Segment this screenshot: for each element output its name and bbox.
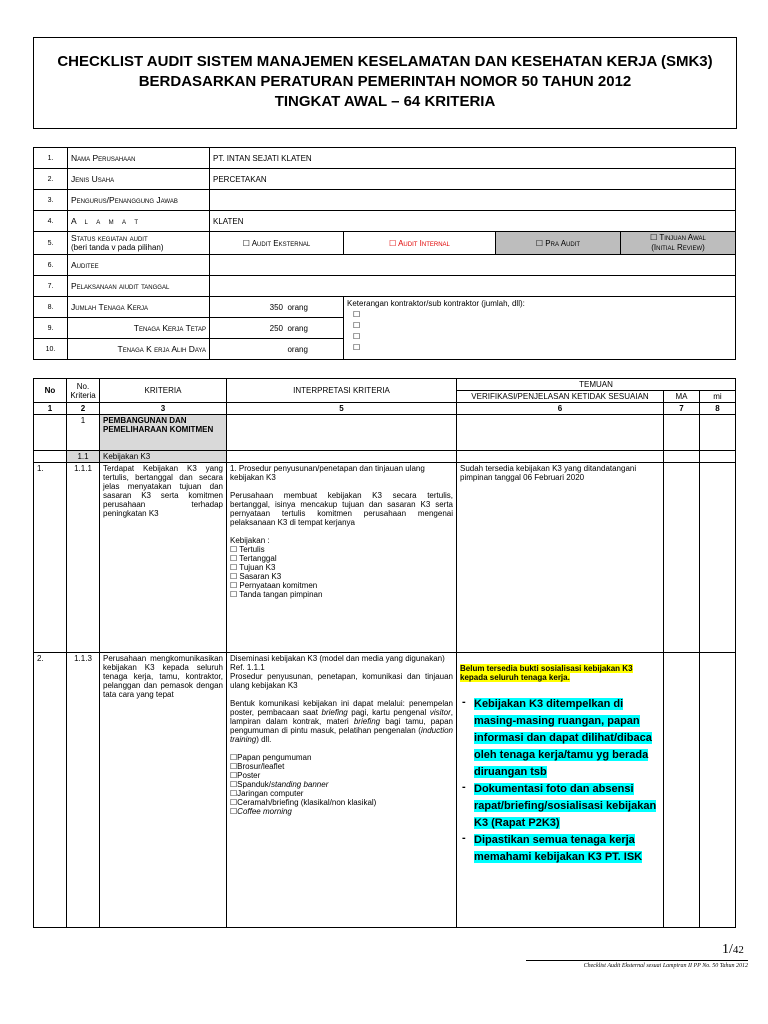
unit: orang <box>287 323 308 333</box>
header-row <box>34 379 736 391</box>
keterangan-kontraktor <box>344 297 736 360</box>
document-title-box <box>33 37 737 129</box>
info-row <box>34 148 736 169</box>
temuan-item-text: Kebijakan K3 ditempelkan di masing-masing ruangan, papan informasi dan dapat dilihat/dibaca oleh tenaga kerja/tamu yg berada diruangan tsb <box>474 698 652 778</box>
option-audit-internal[interactable]: ☐ Audit Internal <box>344 232 496 255</box>
media-label-italic: standing banner <box>270 780 329 789</box>
column-number: 2 <box>67 403 100 415</box>
title-line-3: TINGKAT AWAL – 64 KRITERIA <box>274 93 496 110</box>
kebijakan-item[interactable]: ☐ Pernyataan komitmen <box>230 581 318 590</box>
row-no: 2. <box>34 653 67 928</box>
row-number: 6. <box>34 255 68 276</box>
kriteria-number: 1.1.1 <box>67 463 100 653</box>
interpretasi-prosedur: Prosedur penyusunan, penetapan, komunikasi dan tinjauan ulang kebijakan K3 <box>230 672 453 690</box>
temuan-item-text: Dipastikan semua tenaga kerja memahami kebijakan K3 PT. ISK <box>474 834 643 863</box>
value-tenaga-alih-daya <box>210 339 344 360</box>
column-number: 1 <box>34 403 67 415</box>
keterangan-checkbox[interactable]: ☐ <box>353 321 361 330</box>
interpretasi-diseminasi: Diseminasi kebijakan K3 (model dan media yang digunakan) <box>230 654 445 663</box>
kebijakan-label: Kebijakan : <box>230 536 270 545</box>
kriteria-text: Terdapat Kebijakan K3 yang tertulis, bertanggal dan secara jelas menyatakan tujuan dan sasaran K3 serta komitmen perusahaan terhadap peningkatan K3 <box>100 463 227 653</box>
subsection-row <box>34 451 736 463</box>
label-nama-perusahaan: Nama Perusahaan <box>68 148 210 169</box>
info-row <box>34 297 736 318</box>
temuan-item <box>460 832 660 866</box>
table-row <box>34 463 736 653</box>
media-label-italic: Coffee morning <box>237 807 292 816</box>
value-nama-perusahaan: PT. INTAN SEJATI KLATEN <box>210 148 736 169</box>
page-total: 42 <box>732 944 744 956</box>
checkbox-icon: ☐ <box>230 807 238 816</box>
keterangan-checkbox[interactable]: ☐ <box>353 310 361 319</box>
header-verifikasi: VERIFIKASI/PENJELASAN KETIDAK SESUAIAN <box>457 391 664 403</box>
temuan-highlight <box>460 664 660 682</box>
kebijakan-item[interactable]: ☐ Tertanggal <box>230 554 277 563</box>
temuan-item <box>460 781 660 832</box>
media-item[interactable] <box>230 780 453 789</box>
checkbox-icon: ☐ <box>230 789 238 798</box>
row-number: 8. <box>34 297 68 318</box>
keterangan-checkbox[interactable]: ☐ <box>353 332 361 341</box>
label-pengurus: Pengurus/Penanggung Jawab <box>68 190 210 211</box>
label-tenaga-kerja-tetap: Tenaga Kerja Tetap <box>68 318 210 339</box>
label-jenis-usaha: Jenis Usaha <box>68 169 210 190</box>
value-jumlah-tenaga-kerja <box>210 297 344 318</box>
header-no: No <box>34 379 67 403</box>
media-item[interactable] <box>230 753 453 762</box>
unit: orang <box>287 302 308 312</box>
row-number: 3. <box>34 190 68 211</box>
header-temuan: TEMUAN <box>457 379 736 391</box>
media-item[interactable] <box>230 798 453 807</box>
value-tenaga-kerja-tetap <box>210 318 344 339</box>
value-auditee <box>210 255 736 276</box>
column-number-row <box>34 403 736 415</box>
value-pengurus <box>210 190 736 211</box>
title-line-2: BERDASARKAN PERATURAN PEMERINTAH NOMOR 50 TAHUN 2012 <box>138 73 632 90</box>
label-alamat: A l a m a t <box>68 211 210 232</box>
text-part: pagi, kartu pengenal <box>347 708 430 717</box>
title-line-1: CHECKLIST AUDIT SISTEM MANAJEMEN KESELAMATAN DAN KESEHATAN KERJA (SMK3) <box>57 53 713 70</box>
interpretasi-bentuk-komunikasi <box>230 699 453 744</box>
criteria-table <box>33 378 736 928</box>
header-interpretasi: INTERPRETASI KRITERIA <box>227 379 457 403</box>
media-label: Poster <box>237 771 261 780</box>
media-item[interactable] <box>230 762 453 771</box>
column-number: 5 <box>227 403 457 415</box>
temuan-item-text: Dokumentasi foto dan absensi rapat/briefing/sosialisasi kebijakan K3 (Rapat P2K3) <box>474 783 657 829</box>
page-current: 1 <box>722 942 729 957</box>
count: 350 <box>269 302 283 312</box>
kebijakan-item[interactable]: ☐ Sasaran K3 <box>230 572 282 581</box>
text-part: Bentuk komunikasi kebijakan ini dapat melalui: penempelan poster, pembacaan saat <box>230 699 453 717</box>
option-tinjauan-line2: (Initial Review) <box>651 243 705 252</box>
media-label: Papan pengumuman <box>237 753 312 762</box>
column-number: 6 <box>457 403 664 415</box>
info-row <box>34 255 736 276</box>
interpretasi-title: 1. Prosedur penyusunan/penetapan dan tinjauan ulang kebijakan K3 <box>230 464 425 482</box>
kebijakan-item[interactable]: ☐ Tujuan K3 <box>230 563 276 572</box>
info-row <box>34 169 736 190</box>
text-part: bagi tamu, papan pengumuman di pintu masuk, pelatihan pengenalan ( <box>230 717 454 735</box>
section-title: PEMBANGUNAN DAN PEMELIHARAAN KOMITMEN <box>100 415 227 451</box>
header-no-kriteria: No. Kriteria <box>67 379 100 403</box>
label-jumlah-tenaga-kerja: Jumlah Tenaga Kerja <box>68 297 210 318</box>
kriteria-text: Perusahaan mengkomunikasikan kebijakan K3 kepada seluruh tenaga kerja, tamu, kontraktor, pelanggan dan pemasok dengan tata cara yang tepat <box>100 653 227 928</box>
value-alamat: KLATEN <box>210 211 736 232</box>
option-tinjauan-line1: ☐ Tinjuan Awal <box>650 233 706 242</box>
text-part: , lampiran dalam kontrak, materi <box>230 708 453 726</box>
kriteria-number: 1.1.3 <box>67 653 100 928</box>
label-auditee: Auditee <box>68 255 210 276</box>
kebijakan-item[interactable]: ☐ Tanda tangan pimpinan <box>230 590 323 599</box>
text-part: ) dll. <box>256 735 272 744</box>
row-number: 4. <box>34 211 68 232</box>
option-audit-eksternal[interactable]: ☐ Audit Eksternal <box>210 232 344 255</box>
header-ma: MA <box>664 391 700 403</box>
temuan-highlight-text: Belum tersedia bukti sosialisasi kebijakan K3 kepada seluruh tenaga kerja. <box>460 664 633 682</box>
media-label: Brosur/leaflet <box>237 762 285 771</box>
temuan-item <box>460 696 660 781</box>
text-italic: visitor <box>429 708 451 717</box>
kebijakan-item[interactable]: ☐ Tertulis <box>230 545 265 554</box>
row-number: 7. <box>34 276 68 297</box>
label-status-audit <box>68 232 210 255</box>
row-number: 9. <box>34 318 68 339</box>
section-row <box>34 415 736 451</box>
media-label: Spanduk/ <box>237 780 271 789</box>
temuan-text: Sudah tersedia kebijakan K3 yang ditandatangani pimpinan tanggal 06 Februari 2020 <box>457 463 664 653</box>
text-italic: briefing <box>353 717 381 726</box>
media-label: Ceramah/briefing (klasikal/non klasikal) <box>237 798 377 807</box>
value-jenis-usaha: PERCETAKAN <box>210 169 736 190</box>
text-italic: induction training <box>230 726 453 744</box>
keterangan-checkbox[interactable]: ☐ <box>353 343 361 352</box>
company-info-table <box>33 147 736 360</box>
column-number: 7 <box>664 403 700 415</box>
interpretasi-cell <box>227 653 457 928</box>
row-number: 5. <box>34 232 68 255</box>
subsection-title: Kebijakan K3 <box>100 451 227 463</box>
media-label: Jaringan computer <box>237 789 304 798</box>
label-tenaga-alih-daya: Tenaga K erja Alih Daya <box>68 339 210 360</box>
media-item[interactable] <box>230 789 453 798</box>
option-tinjauan-awal[interactable] <box>621 232 736 255</box>
page-footer: Checklist Audit Eksternal sesuai Lampiran II PP No. 50 Tahun 2012 <box>526 960 748 969</box>
temuan-cell <box>457 653 664 928</box>
value-pelaksanaan <box>210 276 736 297</box>
checkbox-icon: ☐ <box>230 762 238 771</box>
row-number: 1. <box>34 148 68 169</box>
label-status-line2: (beri tanda v pada pilihan) <box>71 243 164 252</box>
label-pelaksanaan: Pelaksanaan aiudit tanggal <box>68 276 210 297</box>
label-status-line1: Status kegiatan audit <box>71 233 148 243</box>
text-italic: briefing <box>321 708 348 717</box>
unit: orang <box>287 344 308 354</box>
table-row <box>34 653 736 928</box>
count: 250 <box>269 323 283 333</box>
interpretasi-ref: Ref. 1.1.1 <box>230 663 265 672</box>
info-row <box>34 190 736 211</box>
info-row-status <box>34 232 736 255</box>
header-mi: mi <box>700 391 736 403</box>
keterangan-label: Keterangan kontraktor/sub kontraktor (jumlah, dll): <box>347 299 525 308</box>
media-item[interactable] <box>230 771 453 780</box>
row-number: 2. <box>34 169 68 190</box>
page-number: 1/42 <box>722 942 744 957</box>
checkbox-icon: ☐ <box>230 771 238 780</box>
column-number: 3 <box>100 403 227 415</box>
checkbox-icon: ☐ <box>230 753 238 762</box>
media-item[interactable] <box>230 807 453 816</box>
row-number: 10. <box>34 339 68 360</box>
column-number: 8 <box>700 403 736 415</box>
interpretasi-desc: Perusahaan membuat kebijakan K3 secara tertulis, bertanggal, isinya mencakup tujuan dan sasaran K3 serta pernyataan tertulis komitmen perusahaan mengenai pelaksanaan K3 di tempat kerjanya <box>230 491 453 527</box>
interpretasi-cell <box>227 463 457 653</box>
checkbox-icon: ☐ <box>230 798 238 807</box>
temuan-list <box>460 696 660 866</box>
row-no: 1. <box>34 463 67 653</box>
section-number: 1 <box>67 415 100 451</box>
subsection-number: 1.1 <box>67 451 100 463</box>
info-row <box>34 211 736 232</box>
checkbox-icon: ☐ <box>230 780 238 789</box>
info-row <box>34 276 736 297</box>
header-kriteria: KRITERIA <box>100 379 227 403</box>
option-pra-audit[interactable]: ☐ Pra Audit <box>496 232 621 255</box>
